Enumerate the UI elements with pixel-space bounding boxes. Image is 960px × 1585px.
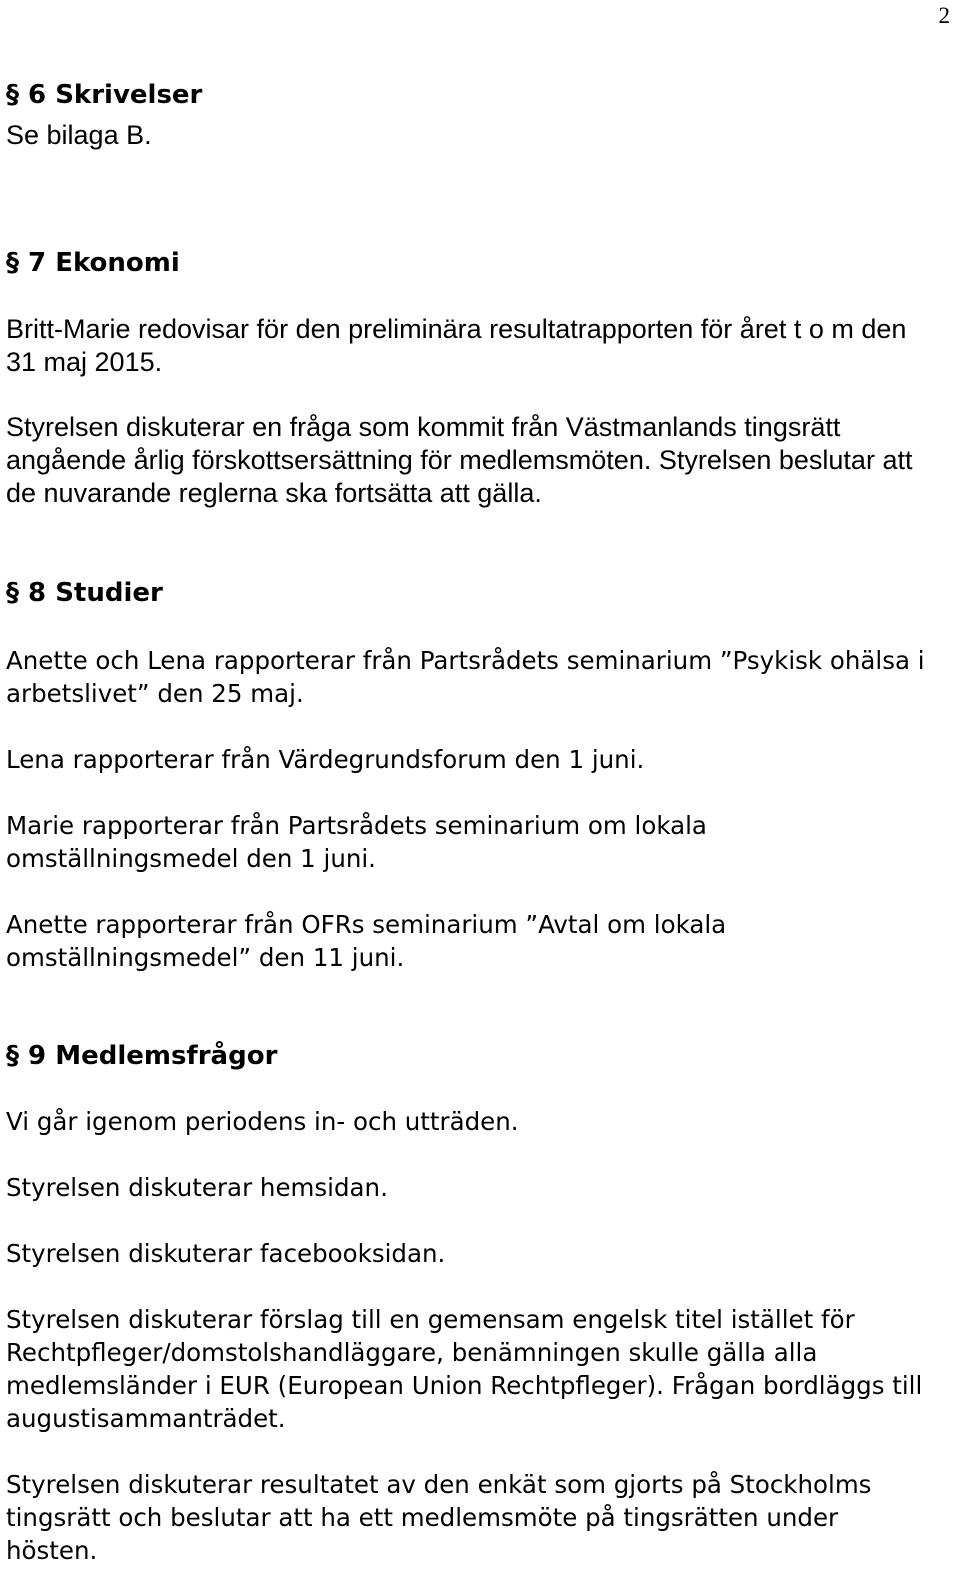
paragraph: Britt-Marie redovisar för den preliminära resultatrapporten för året t o m den 31 maj 2015.: [6, 314, 907, 377]
paragraph: Marie rapporterar från Partsrådets seminarium om lokala omställningsmedel den 1 juni.: [6, 811, 707, 873]
section-heading: § 7 Ekonomi: [6, 248, 180, 278]
section-heading: § 8 Studier: [6, 578, 163, 608]
paragraph: Anette rapporterar från OFRs seminarium ”Avtal om lokala omställningsmedel” den 11 juni.: [6, 910, 727, 972]
paragraph: Styrelsen diskuterar hemsidan.: [6, 1173, 388, 1202]
section-7-ekonomi: [6, 248, 940, 508]
paragraph: Styrelsen diskuterar resultatet av den enkät som gjorts på Stockholms tingsrätt och beslutar att ha ett medlemsmöte på tingsrätten under hösten.: [6, 1470, 872, 1565]
section-9-medlemsfragor: [6, 1041, 940, 1565]
paragraph: Vi går igenom periodens in- och utträden.: [6, 1107, 519, 1136]
section-heading: § 6 Skrivelser: [6, 80, 203, 110]
paragraph: Se bilaga B.: [6, 120, 152, 150]
section-heading: § 9 Medlemsfrågor: [6, 1041, 278, 1071]
section-8-studier: [6, 578, 940, 972]
paragraph: Styrelsen diskuterar en fråga som kommit från Västmanlands tingsrätt angående årlig förskottsersättning för medlemsmöten. Styrelsen beslutar att de nuvarande reglerna ska fortsätta att gälla.: [6, 412, 913, 508]
section-6-skrivelser: [6, 80, 940, 150]
paragraph: Lena rapporterar från Värdegrundsforum den 1 juni.: [6, 745, 645, 774]
paragraph: Styrelsen diskuterar facebooksidan.: [6, 1239, 446, 1268]
paragraph: Anette och Lena rapporterar från Partsrådets seminarium ”Psykisk ohälsa i arbetslivet” den 25 maj.: [6, 646, 925, 708]
paragraph: Styrelsen diskuterar förslag till en gemensam engelsk titel istället för Rechtpfleger/domstolshandläggare, benämningen skulle gälla alla medlemsländer i EUR (European Union Rechtpfleger). Frågan bordläggs till augustisammanträdet.: [6, 1305, 923, 1433]
page-number: 2: [938, 3, 950, 28]
